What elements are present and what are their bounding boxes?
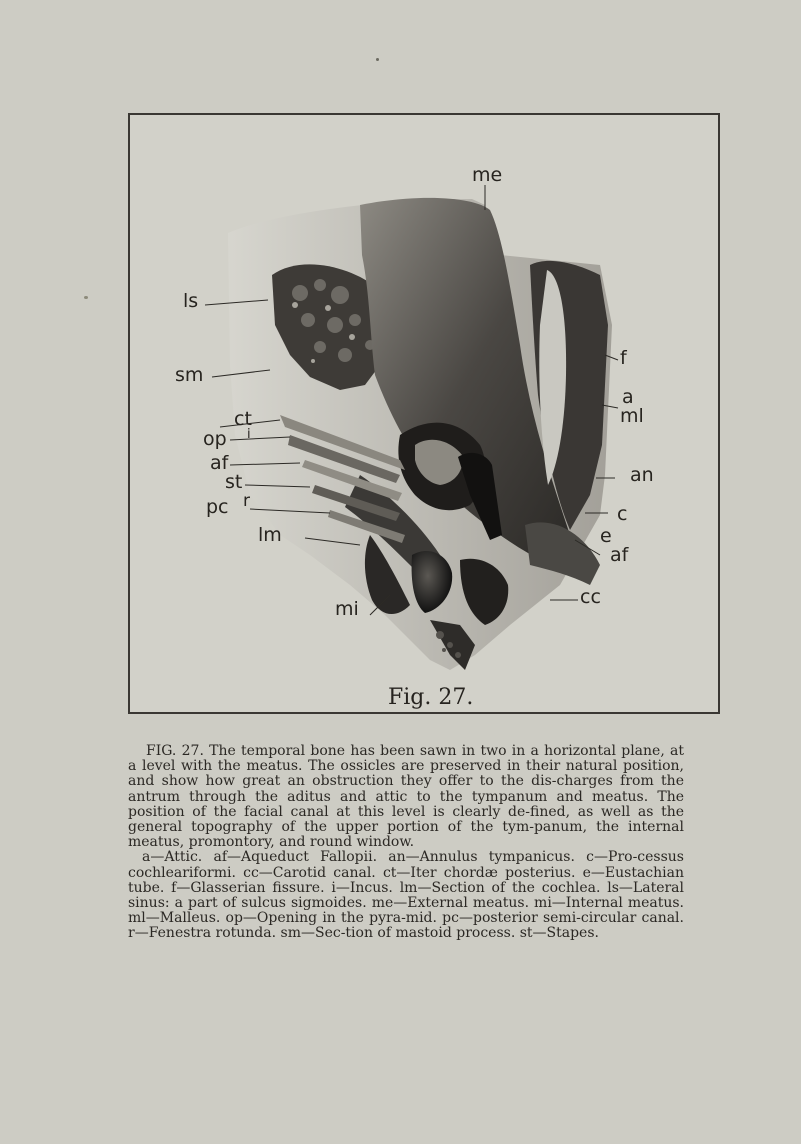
label-an: an xyxy=(630,464,654,486)
label-af-right: af xyxy=(610,544,629,566)
label-f: f xyxy=(620,347,627,369)
label-c: c xyxy=(617,503,628,525)
caption-description: FIG. 27. The temporal bone has been sawn in two in a horizontal plane, at a level with the meatus. The ossicles are preserved in their natural position, and show how great an obstruction they offer to the dis-charges from the antrum through the aditus and attic to the tympanum and meatus. The position of the facial canal at this level is clearly de-fined, as well as the general topography of the upper portion of the tym-panum, the internal meatus, promontory, and round window. xyxy=(128,743,684,851)
paper-speck xyxy=(84,296,88,299)
label-r: r xyxy=(243,491,250,511)
label-e: e xyxy=(600,525,612,547)
label-sm: sm xyxy=(175,364,204,386)
label-i: i xyxy=(247,427,251,442)
label-ct: ct xyxy=(234,408,252,430)
figure-caption xyxy=(128,744,684,942)
caption-legend: a—Attic. af—Aqueduct Fallopii. an—Annulus tympanicus. c—Pro-cessus cochleariformi. cc—Carotid canal. ct—Iter chordæ posterius. e—Eustachian tube. f—Glasserian fissure. i—Incus. lm—Section of the cochlea. ls—Lateral sinus: a part of sulcus sigmoides. me—External meatus. mi—Internal meatus. ml—Malleus. op—Opening in the pyra-mid. pc—posterior semi-circular canal. r—Fenestra rotunda. sm—Sec-tion of mastoid process. st—Stapes. xyxy=(128,849,684,942)
label-cc: cc xyxy=(580,586,601,608)
label-pc: pc xyxy=(206,496,229,518)
paper-speck xyxy=(376,58,379,61)
label-lm: lm xyxy=(258,524,282,546)
label-ml: ml xyxy=(620,405,644,427)
label-me: me xyxy=(472,164,503,186)
label-st: st xyxy=(225,471,243,493)
label-op: op xyxy=(203,428,227,450)
figure-plate xyxy=(128,113,720,714)
label-ls: ls xyxy=(183,290,199,312)
label-a: a xyxy=(622,386,634,408)
label-mi: mi xyxy=(335,598,359,620)
label-af-left: af xyxy=(210,452,229,474)
figure-number: Fig. 27. xyxy=(388,685,474,710)
